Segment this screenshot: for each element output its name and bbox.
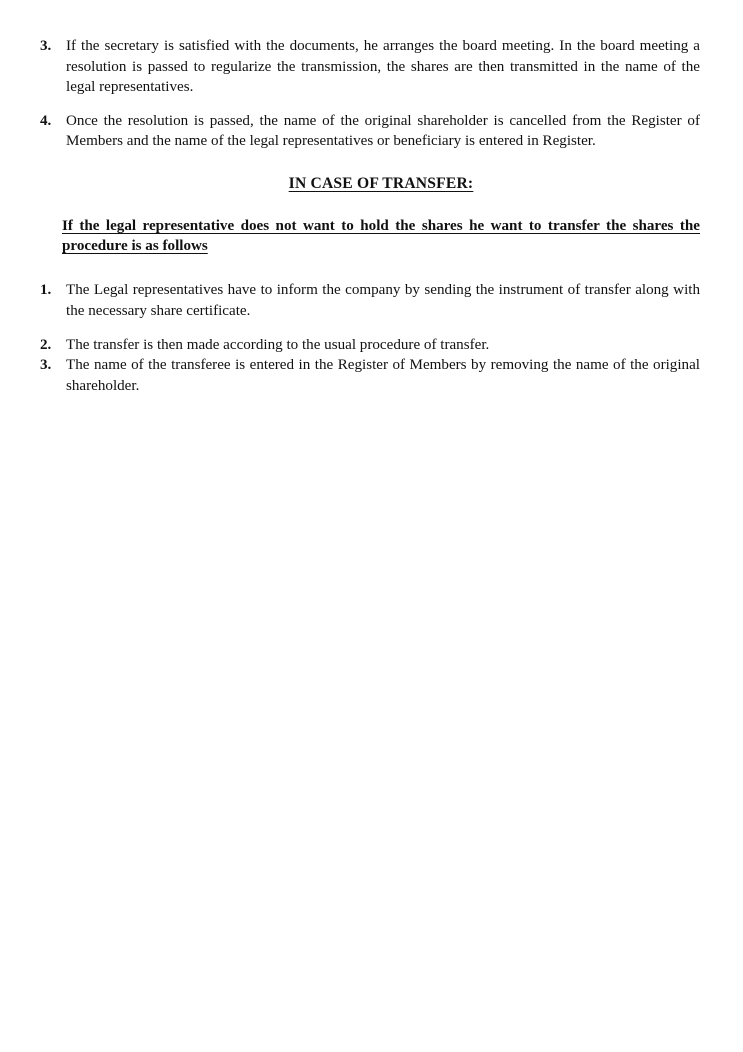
section-heading [40, 174, 700, 194]
list-item [40, 36, 700, 98]
list-item-marker: 3. [40, 38, 52, 54]
document-content [40, 36, 700, 396]
numbered-list-transfer [40, 280, 700, 396]
numbered-list-transmission [40, 36, 700, 152]
list-item-marker: 3. [40, 357, 52, 374]
list-item [40, 335, 700, 356]
list-item [40, 111, 700, 152]
list-item [40, 355, 700, 396]
intro-paragraph [40, 216, 700, 256]
list-item-text: If the secretary is satisfied with the documents, he arranges the board meeting. In the board meeting a resolution is passed to regularize the transmission, the shares are then transmitted in the name of the legal representatives. [66, 38, 700, 96]
list-item-text: The transfer is then made according to the usual procedure of transfer. [66, 336, 490, 353]
list-item-text: The Legal representatives have to inform the company by sending the instrument of transfer along with the necessary share certificate. [66, 282, 700, 319]
list-item-marker: 4. [40, 112, 52, 129]
list-item-marker: 2. [40, 336, 52, 353]
intro-paragraph-text: If the legal representative does not want to hold the shares he want to transfer the shares the procedure is as follows [62, 217, 700, 255]
list-item [40, 280, 700, 321]
list-item-marker: 1. [40, 282, 52, 299]
list-item-text: The name of the transferee is entered in the Register of Members by removing the name of the original shareholder. [66, 357, 700, 394]
list-item-text: Once the resolution is passed, the name of the original shareholder is cancelled from the Register of Members and the name of the legal representatives or beneficiary is entered in Register. [66, 112, 700, 150]
section-heading-text: IN CASE OF TRANSFER: [288, 174, 474, 192]
